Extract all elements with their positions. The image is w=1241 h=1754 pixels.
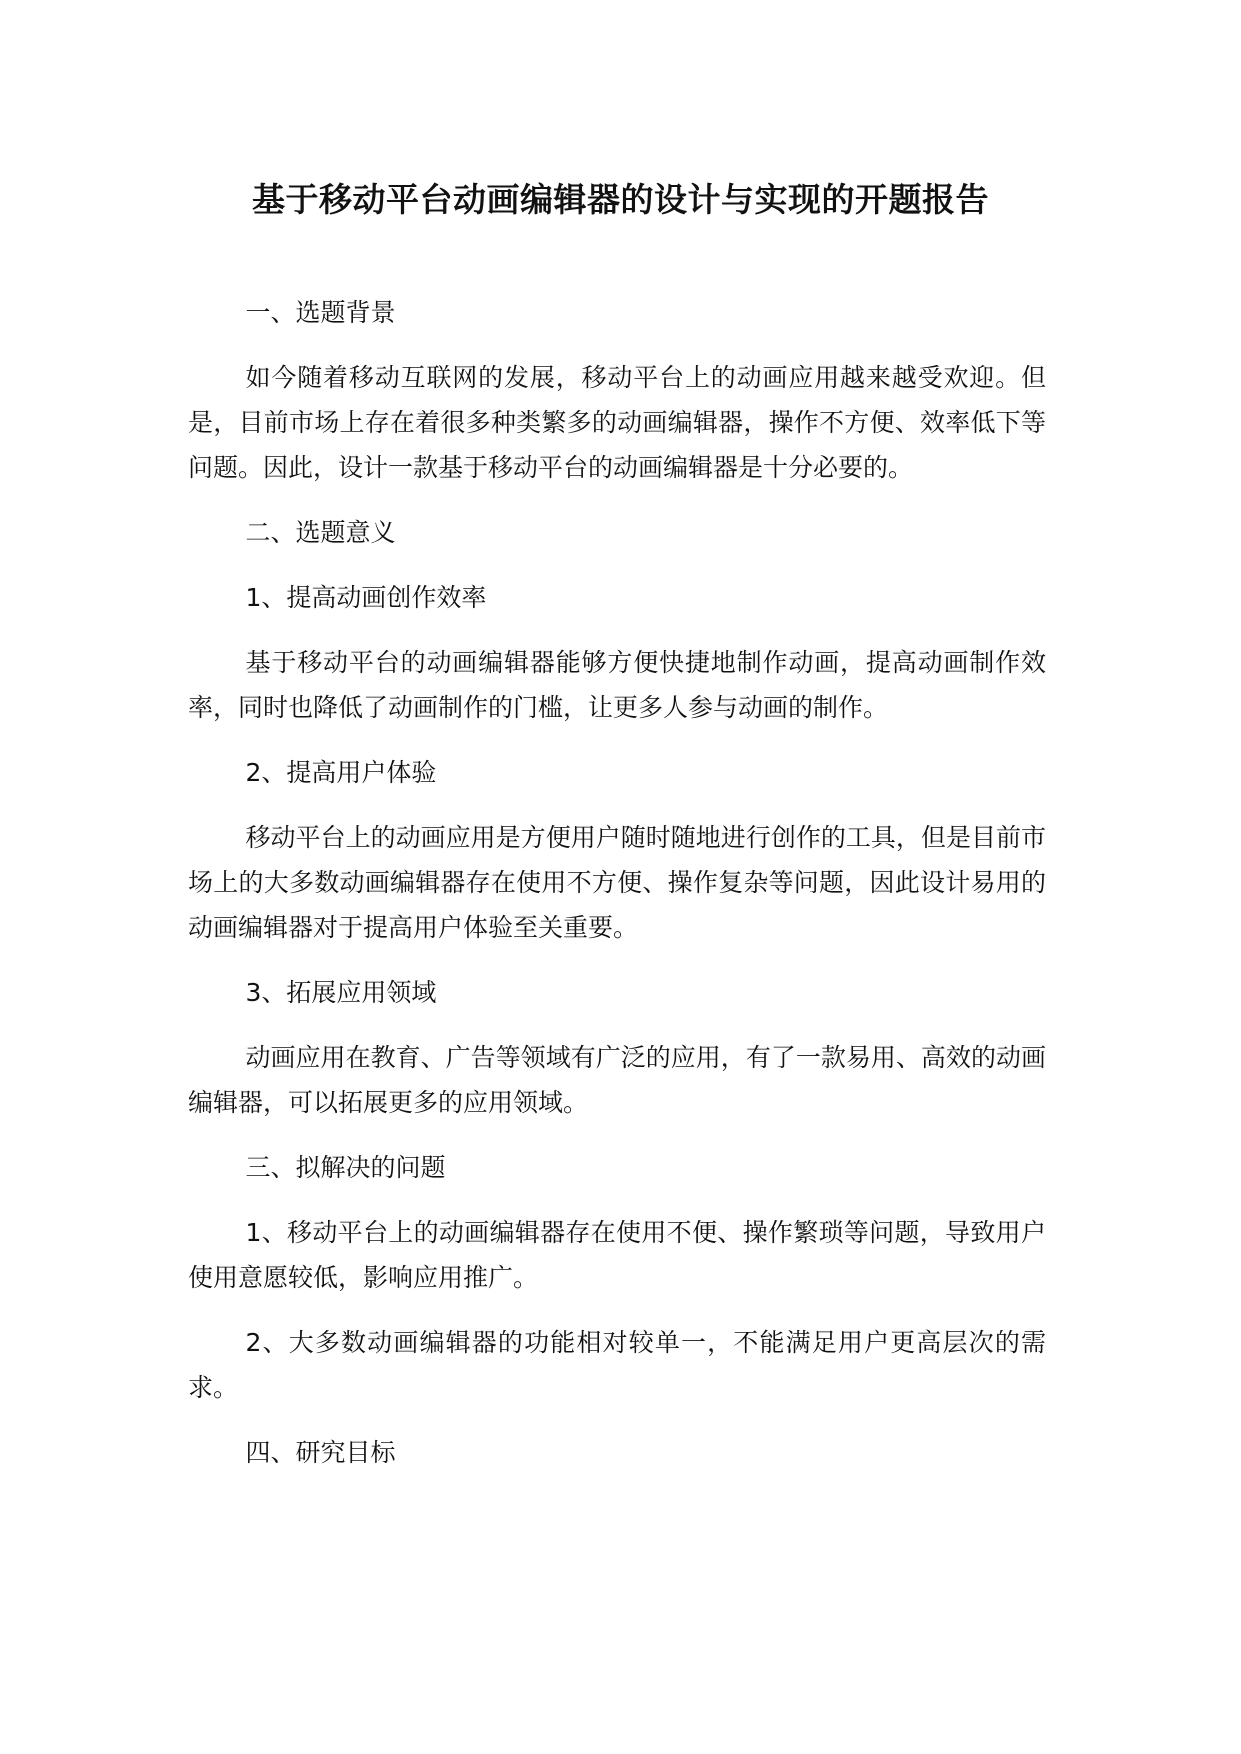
paragraph-application-fields: 动画应用在教育、广告等领域有广泛的应用，有了一款易用、高效的动画编辑器，可以拓展更多的应用领域。 [188,1043,1046,1117]
section-heading-research-goals: 四、研究目标 [245,1438,396,1467]
paragraph-user-experience: 移动平台上的动画应用是方便用户随时随地进行创作的工具，但是目前市场上的大多数动画编辑器存在使用不方便、操作复杂等问题，因此设计易用的动画编辑器对于提高用户体验至关重要。 [188,823,1046,942]
section-heading-problems: 三、拟解决的问题 [245,1153,446,1182]
paragraph-efficiency: 基于移动平台的动画编辑器能够方便快捷地制作动画，提高动画制作效率，同时也降低了动画制作的门槛，让更多人参与动画的制作。 [188,648,1046,722]
subheading-user-experience: 2、提高用户体验 [245,758,437,787]
paragraph-problem-2: 2、大多数动画编辑器的功能相对较单一，不能满足用户更高层次的需求。 [188,1328,1046,1402]
paragraph-problem-1: 1、移动平台上的动画编辑器存在使用不便、操作繁琐等问题，导致用户使用意愿较低，影响应用推广。 [188,1218,1046,1292]
subheading-application-fields: 3、拓展应用领域 [245,978,437,1007]
paragraph-background: 如今随着移动互联网的发展，移动平台上的动画应用越来越受欢迎。但是，目前市场上存在着很多种类繁多的动画编辑器，操作不方便、效率低下等问题。因此，设计一款基于移动平台的动画编辑器是十分必要的。 [188,363,1046,482]
section-heading-significance: 二、选题意义 [245,518,396,547]
subheading-efficiency: 1、提高动画创作效率 [245,583,487,612]
section-heading-background: 一、选题背景 [245,298,396,327]
document-body [188,290,1046,1495]
document-title: 基于移动平台动画编辑器的设计与实现的开题报告 [252,180,989,219]
